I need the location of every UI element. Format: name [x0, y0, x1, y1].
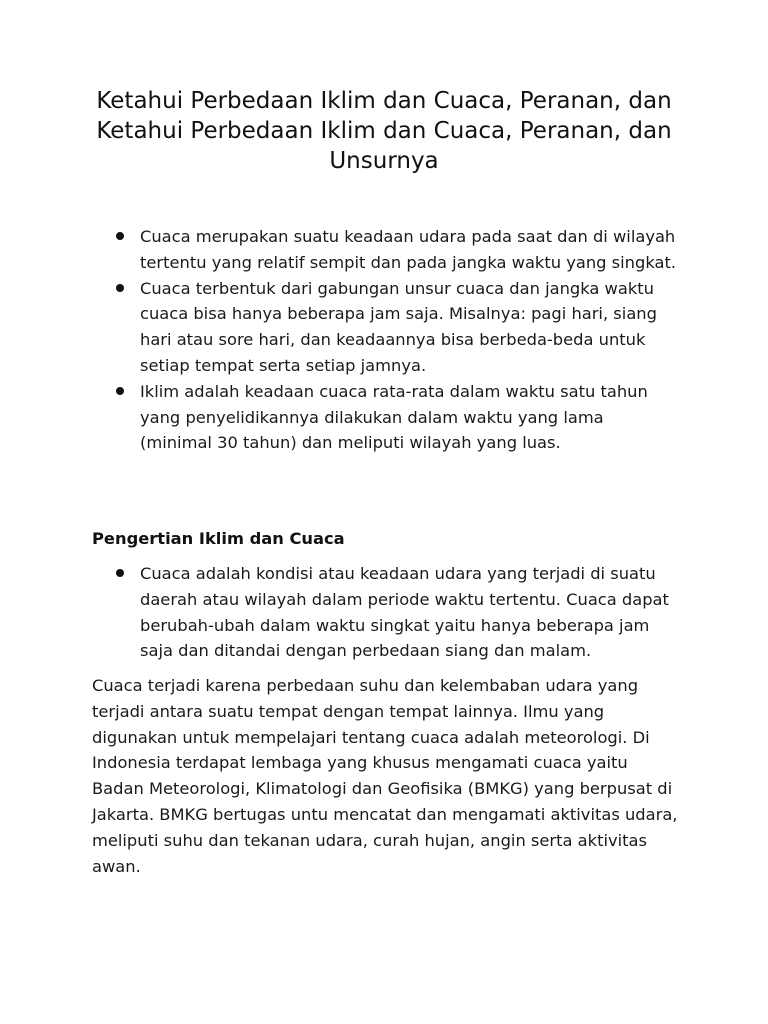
list-item — [140, 224, 680, 276]
bullet-text: Cuaca adalah kondisi atau keadaan udara yang terjadi di suatu daerah atau wilayah dalam periode waktu tertentu. Cuaca dapat berubah-ubah dalam waktu singkat yaitu hanya beberapa jam saja dan ditandai dengan perbedaan siang dan malam. — [140, 564, 669, 661]
body-paragraph: Cuaca terjadi karena perbedaan suhu dan kelembaban udara yang terjadi antara suatu tempat dengan tempat lainnya. Ilmu yang digunakan untuk mempelajari tentang cuaca adalah meteorologi. Di Indonesia terdapat lembaga yang khusus mengamati cuaca yaitu Badan Meteorologi, Klimatologi dan Geofisika (BMKG) yang berpusat di Jakarta. BMKG bertugas untu mencatat dan mengamati aktivitas udara, meliputi suhu dan tekanan udara, curah hujan, angin serta aktivitas awan. — [92, 676, 678, 876]
bullet-text: Cuaca terbentuk dari gabungan unsur cuaca dan jangka waktu cuaca bisa hanya beberapa jam saja. Misalnya: pagi hari, siang hari atau sore hari, dan keadaannya bisa berbeda-beda untuk setiap tempat serta setiap jamnya. — [140, 278, 657, 375]
bullet-icon — [116, 387, 124, 395]
bullet-icon — [116, 569, 124, 577]
document-title: Ketahui Perbedaan Iklim dan Cuaca, Peranan, dan Ketahui Perbedaan Iklim dan Cuaca, Peranan, dan Unsurnya — [96, 88, 672, 174]
bullet-text: Iklim adalah keadaan cuaca rata-rata dalam waktu satu tahun yang penyelidikannya dilakukan dalam waktu yang lama (minimal 30 tahun) dan meliputi wilayah yang luas. — [140, 381, 648, 453]
section-bullet-list — [140, 561, 680, 664]
list-item — [140, 561, 680, 664]
bullet-text: Cuaca merupakan suatu keadaan udara pada saat dan di wilayah tertentu yang relatif sempit dan pada jangka waktu yang singkat. — [140, 227, 677, 272]
bullet-icon — [116, 284, 124, 292]
list-item — [140, 276, 680, 379]
section-heading: Pengertian Iklim dan Cuaca — [92, 529, 345, 548]
bullet-icon — [116, 232, 124, 240]
intro-bullet-list — [140, 224, 680, 456]
list-item — [140, 379, 680, 456]
